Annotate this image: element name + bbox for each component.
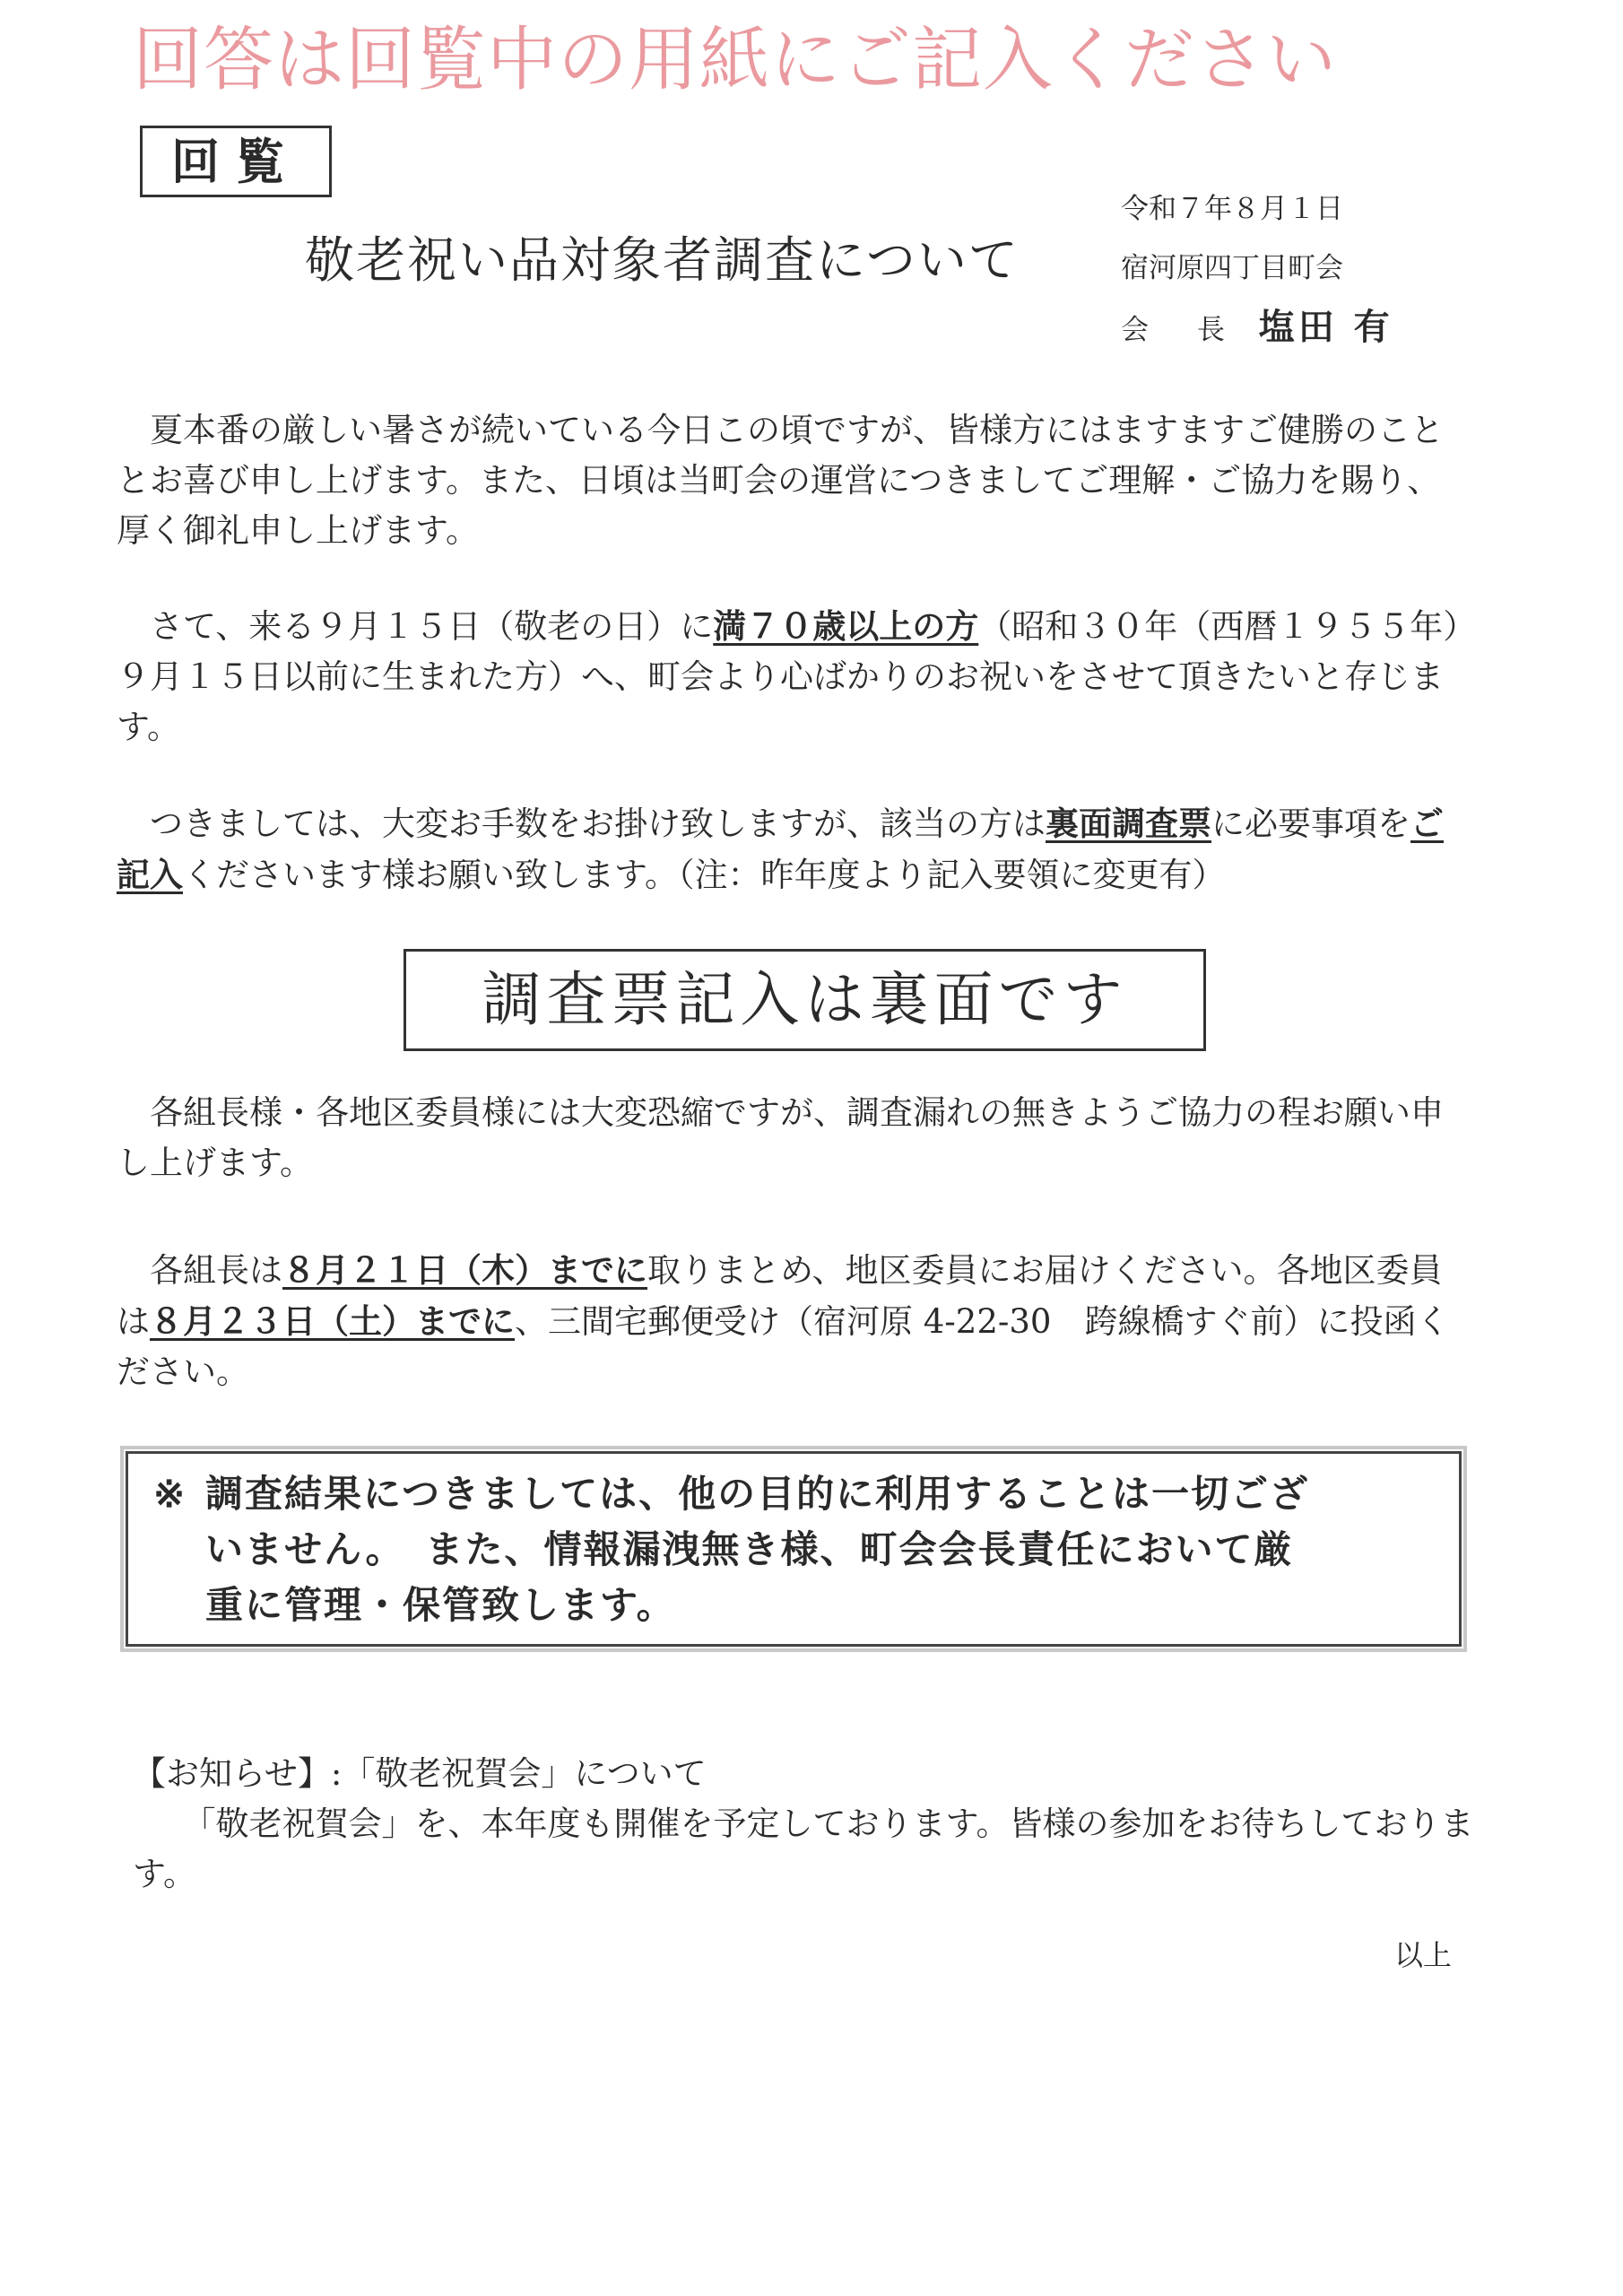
request-text-after: くださいます様お願い致します。（注：昨年度より記入要領に変更有） xyxy=(183,856,1226,894)
request-emphasis-fill: ご記入 xyxy=(117,804,1444,894)
greeting-paragraph xyxy=(117,405,1471,556)
deadline-paragraph xyxy=(117,1245,1471,1397)
eligibility-text-after: （昭和３０年（西暦１９５５年）９月１５日以前に生まれた方）へ、町会より心ばかりのお祝いをさせて頂きたいと存じます。 xyxy=(117,607,1460,746)
note-mark: ※ xyxy=(153,1472,187,1516)
deadline-group-leaders: ８月２１日（木）までに xyxy=(282,1250,647,1290)
document-title: 敬老祝い品対象者調査について xyxy=(305,231,1020,289)
privacy-line-1: 調査結果につきましては、他の目的に利用することは一切ござ xyxy=(205,1472,1310,1516)
announcement-heading: 【お知らせ】:「敬老祝賀会」について xyxy=(133,1754,707,1793)
closing-mark: 以上 xyxy=(1394,1938,1453,1972)
announcement-section xyxy=(133,1749,1478,1900)
signatory xyxy=(1121,298,1497,357)
cooperation-paragraph xyxy=(117,1088,1471,1188)
greeting-text: 夏本番の厳しい暑さが続いている今日この頃ですが、皆様方にはますますご健勝のこととお喜び申し上げます。また、日頃は当町会の運営につきましてご理解・ご協力を賜り、厚く御礼申し上げます。 xyxy=(117,411,1444,550)
back-side-notice-box: 調査票記入は裏面です xyxy=(404,949,1206,1051)
request-text-mid: に必要事項を xyxy=(1211,804,1410,843)
issue-date: 令和７年８月１日 xyxy=(1121,193,1343,225)
issuer-block xyxy=(1121,179,1497,357)
eligibility-paragraph xyxy=(117,601,1471,752)
reply-instruction-banner: 回答は回覧中の用紙にご記入ください xyxy=(133,20,1338,100)
signatory-role: 会 長 xyxy=(1121,314,1245,346)
deadline-text-3: 、三間宅郵便受け（宿河原 4-22-30 跨線橋すぐ前）に投函ください。 xyxy=(117,1302,1450,1391)
deadline-district-members: ８月２３日（土）までに xyxy=(150,1301,515,1341)
privacy-line-2: いません。 また、情報漏洩無き様、町会会長責任において厳 xyxy=(205,1527,1294,1571)
eligibility-emphasis: 満７０歳以上の方 xyxy=(713,606,979,646)
signatory-name: 塩田 有 xyxy=(1258,306,1393,348)
circular-stamp: 回覧 xyxy=(140,126,332,197)
request-paragraph xyxy=(117,798,1471,900)
privacy-notice-box xyxy=(126,1451,1462,1647)
request-emphasis-survey: 裏面調査票 xyxy=(1046,804,1211,843)
deadline-text-1: 各組長は xyxy=(150,1251,282,1290)
cooperation-text: 各組長様・各地区委員様には大変恐縮ですが、調査漏れの無きようご協力の程お願い申し上げます。 xyxy=(117,1093,1444,1182)
announcement-body: 「敬老祝賀会」を、本年度も開催を予定しております。皆様の参加をお待ちしております。 xyxy=(133,1805,1474,1893)
eligibility-text-before: さて、来る９月１５日（敬老の日）に xyxy=(150,607,714,646)
request-text-before: つきましては、大変お手数をお掛け致しますが、該当の方は xyxy=(150,804,1046,843)
privacy-line-3: 重に管理・保管致します。 xyxy=(205,1583,676,1627)
organization-name: 宿河原四丁目町会 xyxy=(1121,252,1343,284)
deadline-text-2: 取りまとめ、地区委員にお届けください。各地区委員は xyxy=(117,1251,1443,1341)
